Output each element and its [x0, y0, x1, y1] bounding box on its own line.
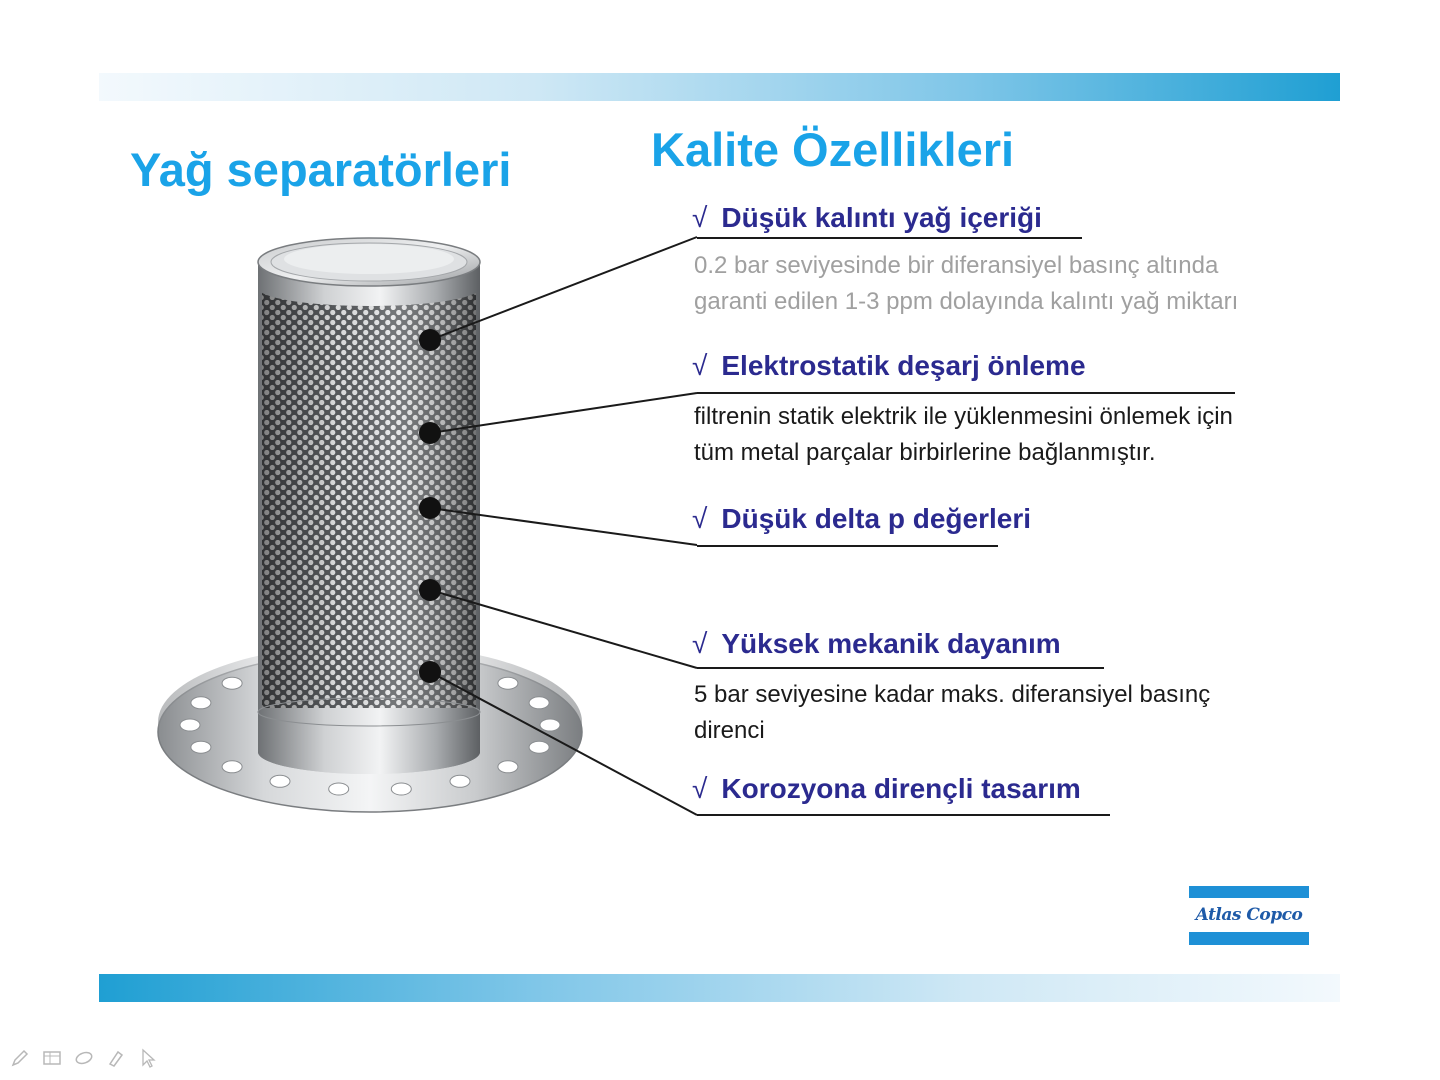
feature-underline — [697, 667, 1104, 669]
callout-dot — [419, 329, 441, 351]
feature-underline — [697, 814, 1110, 816]
feature-description-line: direnci — [694, 717, 765, 744]
highlighter-icon[interactable] — [104, 1046, 128, 1070]
callout-dot — [419, 497, 441, 519]
check-icon: √ — [692, 628, 708, 659]
feature-description-line: filtrenin statik elektrik ile yüklenmesini önlemek için — [694, 403, 1233, 430]
pointer-arrow-icon[interactable] — [136, 1046, 160, 1070]
slide-title-left: Yağ separatörleri — [130, 143, 512, 196]
feature-title-electrostatic — [692, 350, 1086, 382]
eraser-ellipse-icon[interactable] — [72, 1046, 96, 1070]
slide-sorter-icon[interactable] — [40, 1046, 64, 1070]
filter-cylinder — [258, 238, 480, 774]
check-icon: √ — [692, 202, 708, 233]
bottom-gradient-band — [99, 974, 1340, 1002]
flange-hole — [329, 783, 349, 795]
flange-hole — [529, 741, 549, 753]
flange-hole — [450, 775, 470, 787]
feature-underline — [697, 237, 1082, 239]
feature-title-text: Korozyona dirençli tasarım — [721, 773, 1081, 804]
feature-description-line: 5 bar seviyesine kadar maks. diferansiyel basınç — [694, 681, 1211, 708]
flange-hole — [498, 677, 518, 689]
flange-hole — [191, 741, 211, 753]
logo-text: Atlas Copco — [1195, 905, 1303, 925]
feature-title-mechanical-strength — [692, 628, 1061, 660]
feature-underline — [697, 545, 998, 547]
flange-hole — [222, 677, 242, 689]
pen-icon[interactable] — [8, 1046, 32, 1070]
flange-hole — [391, 783, 411, 795]
feature-description — [694, 677, 1210, 749]
feature-title-low-delta-p — [692, 503, 1031, 535]
feature-title-text: Düşük delta p değerleri — [721, 503, 1032, 534]
feature-title-corrosion-resistant — [692, 773, 1081, 805]
atlas-copco-logo — [1189, 886, 1309, 945]
flange-hole — [540, 719, 560, 731]
feature-underline — [697, 392, 1235, 394]
flange-hole — [191, 697, 211, 709]
feature-description — [694, 248, 1238, 320]
slideshow-toolbar — [8, 1046, 160, 1070]
flange-hole — [180, 719, 200, 731]
feature-title-text: Elektrostatik deşarj önleme — [721, 350, 1086, 381]
flange-hole — [498, 761, 518, 773]
check-icon: √ — [692, 350, 708, 381]
flange-hole — [222, 761, 242, 773]
callout-dot — [419, 422, 441, 444]
flange-hole — [529, 697, 549, 709]
feature-description-line: 0.2 bar seviyesinde bir diferansiyel basınç altında — [694, 252, 1219, 279]
flange-hole — [270, 775, 290, 787]
check-icon: √ — [692, 773, 708, 804]
slide-title-right: Kalite Özellikleri — [651, 123, 1015, 176]
feature-description-line: tüm metal parçalar birbirlerine bağlanmıştır. — [694, 439, 1156, 466]
callout-dot — [419, 579, 441, 601]
feature-description — [694, 399, 1233, 471]
feature-title-text: Düşük kalıntı yağ içeriği — [721, 202, 1042, 233]
check-icon: √ — [692, 503, 708, 534]
feature-title-text: Yüksek mekanik dayanım — [721, 628, 1061, 659]
feature-title-low-oil-residue — [692, 202, 1042, 234]
feature-description-line: garanti edilen 1-3 ppm dolayında kalıntı yağ miktarı — [694, 288, 1239, 315]
callout-dot — [419, 661, 441, 683]
